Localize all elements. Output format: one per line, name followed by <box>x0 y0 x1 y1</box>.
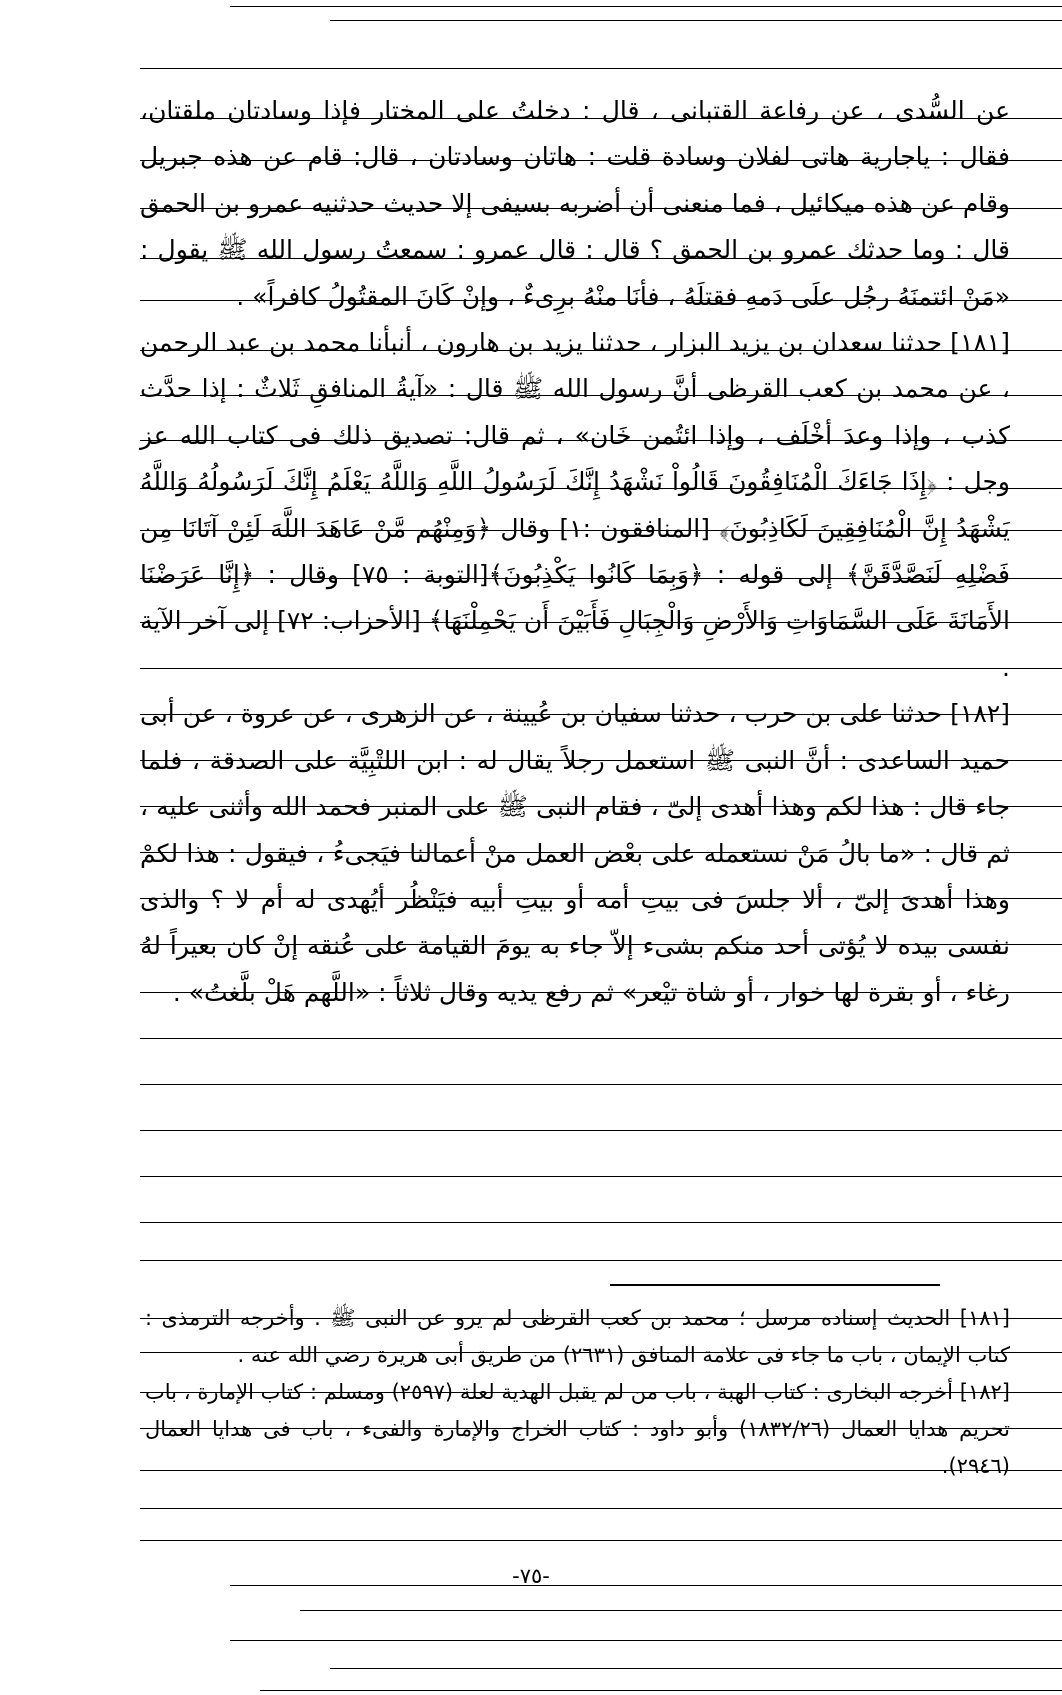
footnote-text: الحديث إسناده مرسل ؛ محمد بن كعب القرظى لم يرو عن النبى ﷺ . وأخرجه الترمذى : كتاب الإيمان ، باب ما جاء فى علامة المنافق (٢٦٣١) من طريق أبى هريرة رضي الله عنه . <box>145 1306 1010 1367</box>
scan-line <box>140 1392 1062 1393</box>
scan-line <box>140 1260 1062 1261</box>
scan-line <box>140 806 1062 807</box>
scan-line <box>230 1640 1062 1641</box>
scan-line <box>140 300 1062 301</box>
scan-line <box>260 1690 1062 1691</box>
scan-line <box>140 530 1062 531</box>
scan-line <box>230 1585 1062 1586</box>
scan-line <box>140 944 1062 945</box>
scan-line <box>140 622 1062 623</box>
scan-line <box>140 668 1062 669</box>
footnote-text: أخرجه البخارى : كتاب الهبة ، باب من لم يقبل الهدية لعلة (٢٥٩٧) ومسلم : كتاب الإمارة ، باب تحريم هدايا العمال (١٨٣٢/٢٦) وأبو داود : كتاب الخراج والإمارة والفىء ، باب فى هدايا العمال (٢٩٤٦). <box>145 1380 1010 1478</box>
scan-line <box>140 395 1062 396</box>
paragraph-text: حدثنا سعدان بن يزيد البزار ، حدثنا يزيد بن هارون ، أنبأنا محمد بن عبد الرحمن ، عن محمد بن كعب القرظى أنَّ رسول الله ﷺ قال : «آيةُ المنافقِ ثَلاثٌ : إذا حدَّث كذب ، وإذا وعدَ أخْلَف ، وإذا ائتُمن خَان» ، ثم قال: تصديق ذلك فى كتاب الله عز وجل : ﴿إِذَا جَاءَكَ الْمُنَافِقُونَ قَالُواْ نَشْهَدُ إِنَّكَ لَرَسُولُ اللَّهِ وَاللَّهُ يَعْلَمُ إِنَّكَ لَرَسُولُهُ وَاللَّهُ يَشْهَدُ إِنَّ الْمُنَافِقِينَ لَكَاذِبُونَ﴾ [المنافقون :١] وقال ﴿وَمِنْهُم مَّنْ عَاهَدَ اللَّهَ لَئِنْ آتَانَا مِن فَضْلِهِ لَنَصَّدَّقَنَّ﴾ إلى قوله : ﴿وَبِمَا كَانُوا يَكْذِبُونَ﴾[التوبة : ٧٥] وقال : ﴿إِنَّا عَرَضْنَا الأَمَانَةَ عَلَى السَّمَاوَاتِ وَالأَرْضِ وَالْجِبَالِ فَأَبَيْنَ أَن يَحْمِلْنَهَا﴾ [الأحزاب: ٧٢] إلى آخر الآية . <box>140 328 1010 682</box>
scan-line <box>140 1428 1062 1429</box>
scan-line <box>140 760 1062 761</box>
scan-line <box>140 208 1062 209</box>
footnote-number: [١٨١] <box>959 1306 1010 1330</box>
scan-line <box>140 1470 1062 1471</box>
scan-line <box>140 898 1062 899</box>
scan-line <box>140 488 1062 489</box>
scan-line <box>140 258 1062 259</box>
scan-line <box>140 1038 1062 1039</box>
scan-line <box>140 1318 1062 1319</box>
scan-line <box>330 20 1062 21</box>
scan-line <box>140 714 1062 715</box>
scan-line <box>140 68 1062 69</box>
footnote-number: [١٨٢] <box>959 1380 1010 1404</box>
scan-line <box>140 118 1062 119</box>
scan-line <box>140 160 1062 161</box>
footnote-separator <box>610 1284 940 1286</box>
scan-line <box>140 1084 1062 1085</box>
scan-line <box>140 350 1062 351</box>
footnote-182 <box>145 1374 1010 1485</box>
paragraph-text: عن السُّدى ، عن رفاعة القتبانى ، قال : دخلتُ على المختار فإذا وسادتان ملقتان، فقال : ياجارية هاتى لفلان وسادة قلت : هاتان وسادتان ، قال: قام عن هذه جبريل وقام عن هذه ميكائيل ، فما منعنى أن أضربه بسيفى إلا حديث حدثنيه عمرو بن الحمق قال : وما حدثك عمرو بن الحمق ؟ قال : قال عمرو : سمعتُ رسول الله ﷺ يقول : «مَنْ ائتمنَهُ رجُل علَى دَمهِ فقتلَهُ ، فأنَا منْهُ برِىءٌ ، وإنْ كَانَ المقتُولُ كافراً» . <box>140 96 1010 311</box>
scan-line <box>140 1130 1062 1131</box>
scan-line <box>300 1610 1062 1611</box>
scan-line <box>140 1222 1062 1223</box>
paragraph-hadith-182 <box>140 691 1010 1016</box>
paragraph-opening <box>140 88 1010 320</box>
scan-line <box>140 852 1062 853</box>
scan-line <box>330 1668 1062 1669</box>
scan-line <box>140 1508 1062 1509</box>
scan-line <box>140 1176 1062 1177</box>
hadith-number: [١٨١] <box>950 328 1010 358</box>
scan-line <box>140 1352 1062 1353</box>
scan-line <box>140 1540 1062 1541</box>
paragraph-hadith-181 <box>140 320 1010 691</box>
main-text <box>140 88 1010 1016</box>
scan-line <box>140 578 1062 579</box>
hadith-number: [١٨٢] <box>950 699 1010 729</box>
scan-line <box>230 6 1062 7</box>
footnote-181 <box>145 1300 1010 1374</box>
scan-line <box>140 992 1062 993</box>
paragraph-text: حدثنا على بن حرب ، حدثنا سفيان بن عُيينة ، عن الزهرى ، عن عروة ، عن أبى حميد الساعدى : أنَّ النبى ﷺ استعمل رجلاً يقال له : ابن اللتْبِيَّة على الصدقة ، فلما جاء قال : هذا لكم وهذا أهدى إلىّ ، فقام النبى ﷺ على المنبر فحمد الله وأثنى عليه ، ثم قال : «ما بالُ مَنْ نستعمله على بعْض العمل منْ أعمالنا فيَجىءُ ، فيقول : هذا لكمْ وهذا أهدىَ إلىّ ، ألا جلسَ فى بيتِ أمه أو بيتِ أبيه فيَنْظُر أيُهدى له أم لا ؟ والذى نفسى بيده لا يُؤتى أحد منكم بشىء إلاّ جاء به يومَ القيامة على عُنقه إنْ كان بعيراً لهُ رغاء ، أو بقرة لها خوار ، أو شاة تيْعر» ثم رفع يديه وقال ثلاثاً : «اللَّهم هَلْ بلَّغتُ» . <box>140 699 1010 1007</box>
scan-line <box>140 440 1062 441</box>
page-number: -٧٥- <box>512 1564 550 1588</box>
